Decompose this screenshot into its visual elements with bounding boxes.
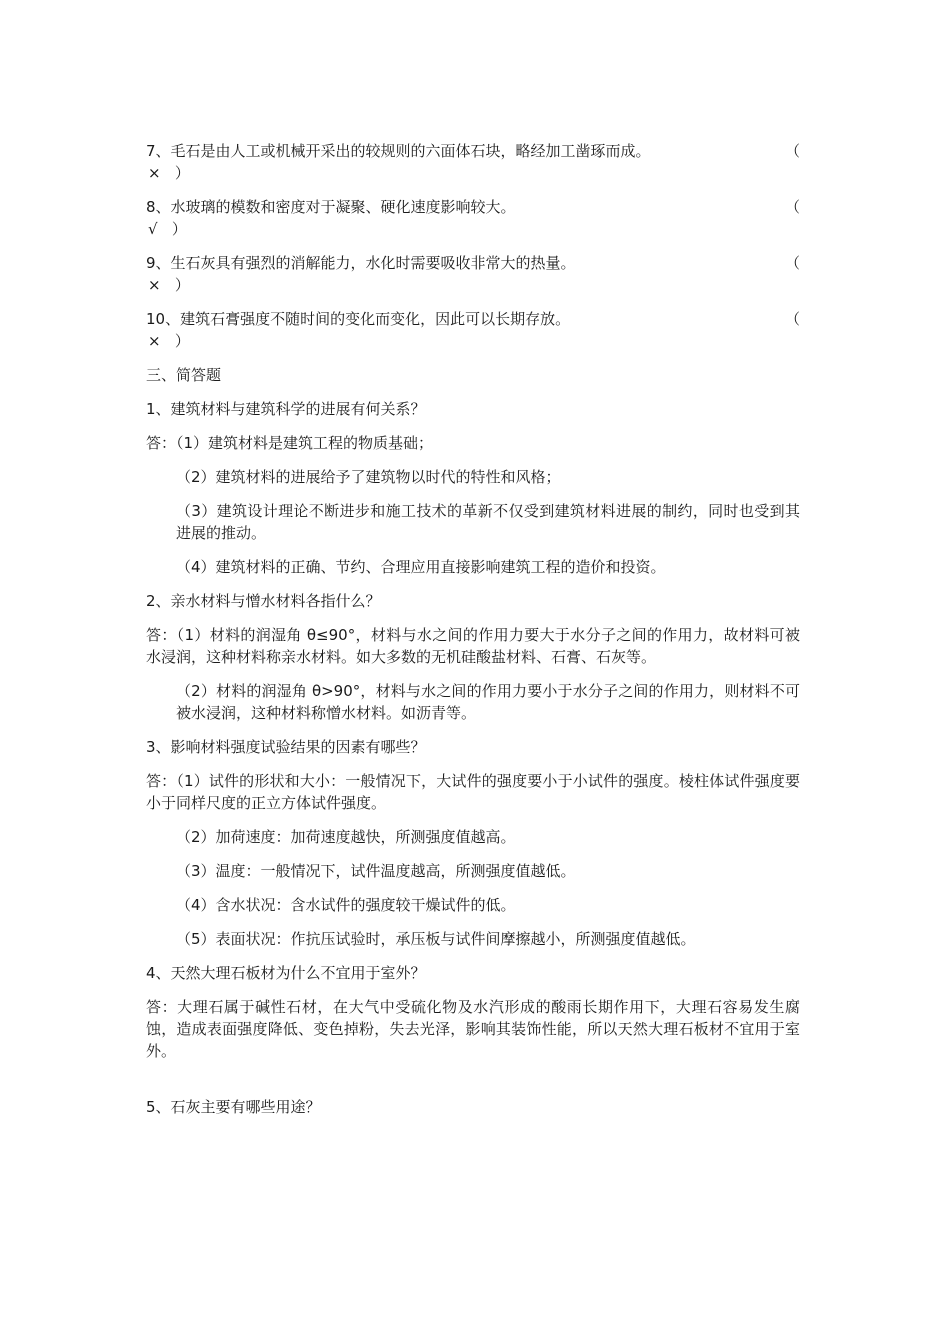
question-3: 3、影响材料强度试验结果的因素有哪些？ xyxy=(146,738,426,756)
answer-paragraph: 答：大理石属于碱性石材，在大气中受硫化物及水汽形成的酸雨长期作用下，大理石容易发生腐蚀，造成表面强度降低、变色掉粉，失去光泽，影响其装饰性能，所以天然大理石板材不宜用于室外。 xyxy=(146,998,800,1060)
judgment-close-paren: ） xyxy=(174,164,190,182)
question-4: 4、天然大理石板材为什么不宜用于室外？ xyxy=(146,964,426,982)
judgment-answer-mark: × xyxy=(148,164,161,182)
judgment-answer-mark: × xyxy=(148,276,161,294)
answer-paragraph: （5）表面状况：作抗压试验时，承压板与试件间摩擦越小，所测强度值越低。 xyxy=(176,930,696,948)
answer-paragraph: （3）温度：一般情况下，试件温度越高，所测强度值越低。 xyxy=(176,862,576,880)
answer-paragraph: （4）建筑材料的正确、节约、合理应用直接影响建筑工程的造价和投资。 xyxy=(176,558,666,576)
answer-paragraph: 答：（1）材料的润湿角 θ≤90°，材料与水之间的作用力要大于水分子之间的作用力，故材料可被水浸润，这种材料称亲水材料。如大多数的无机硅酸盐材料、石膏、石灰等。 xyxy=(146,626,800,666)
judgment-close-paren: ） xyxy=(174,332,190,350)
answer-paragraph: （3）建筑设计理论不断进步和施工技术的革新不仅受到建筑材料进展的制约，同时也受到其进展的推动。 xyxy=(176,502,800,542)
judgment-item-9 xyxy=(146,252,800,296)
document-page xyxy=(146,140,800,1130)
question-2: 2、亲水材料与憎水材料各指什么？ xyxy=(146,592,381,610)
answer-paragraph: （4）含水状况：含水试件的强度较干燥试件的低。 xyxy=(176,896,516,914)
judgment-answer-mark: √ xyxy=(148,220,158,238)
judgment-open-paren: （ xyxy=(784,310,800,328)
judgment-open-paren: （ xyxy=(784,142,800,160)
judgment-item-10 xyxy=(146,308,800,352)
judgment-item-text: 8、水玻璃的模数和密度对于凝聚、硬化速度影响较大。 xyxy=(146,198,516,216)
judgment-item-text: 9、生石灰具有强烈的消解能力，水化时需要吸收非常大的热量。 xyxy=(146,254,576,272)
answer-paragraph: 答：（1）建筑材料是建筑工程的物质基础； xyxy=(146,434,434,452)
spacer xyxy=(146,1074,800,1096)
judgment-item-8 xyxy=(146,196,800,240)
judgment-open-paren: （ xyxy=(784,198,800,216)
judgment-close-paren: ） xyxy=(171,220,187,238)
judgment-answer-mark: × xyxy=(148,332,161,350)
judgment-item-text: 7、毛石是由人工或机械开采出的较规则的六面体石块，略经加工凿琢而成。 xyxy=(146,142,651,160)
judgment-item-text: 10、建筑石膏强度不随时间的变化而变化，因此可以长期存放。 xyxy=(146,310,571,328)
judgment-open-paren: （ xyxy=(784,254,800,272)
answer-paragraph: （2）建筑材料的进展给予了建筑物以时代的特性和风格； xyxy=(176,468,561,486)
judgment-close-paren: ） xyxy=(174,276,190,294)
answer-paragraph: （2）材料的润湿角 θ>90°，材料与水之间的作用力要小于水分子之间的作用力，则材料不可被水浸润，这种材料称憎水材料。如沥青等。 xyxy=(176,682,800,722)
answer-paragraph: 答：（1）试件的形状和大小：一般情况下，大试件的强度要小于小试件的强度。棱柱体试件强度要小于同样尺度的正立方体试件强度。 xyxy=(146,772,800,812)
question-5: 5、石灰主要有哪些用途？ xyxy=(146,1098,321,1116)
section-title: 三、简答题 xyxy=(146,366,222,384)
question-1: 1、建筑材料与建筑科学的进展有何关系？ xyxy=(146,400,426,418)
answer-paragraph: （2）加荷速度：加荷速度越快，所测强度值越高。 xyxy=(176,828,516,846)
judgment-item-7 xyxy=(146,140,800,184)
